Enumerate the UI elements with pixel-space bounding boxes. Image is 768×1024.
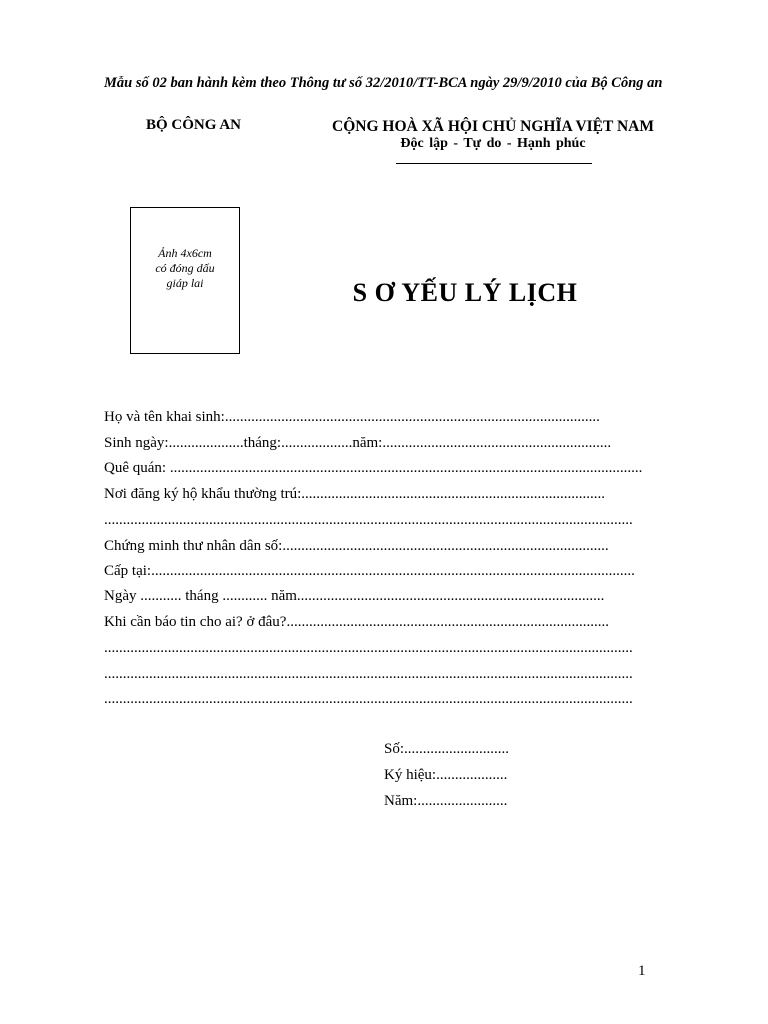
form-field-continuation-line: ............................................................................................................................................. [104, 666, 633, 682]
registry-year: Năm:........................ [384, 793, 508, 809]
form-field-birth-date: Sinh ngày:....................tháng:...................năm:............................................................. [104, 435, 612, 451]
issuing-organization: BỘ CÔNG AN [146, 117, 242, 133]
form-field-permanent-residence: Nơi đăng ký hộ khẩu thường trú:................................................................................. [104, 486, 606, 502]
motto-underline [396, 163, 592, 164]
national-motto: Độc lập - Tự do - Hạnh phúc [400, 136, 586, 151]
form-field-continuation-line: ............................................................................................................................................. [104, 640, 633, 656]
photo-caption-line: Ảnh 4x6cm [158, 246, 212, 260]
form-field-full-name: Họ và tên khai sinh:.................................................................................................... [104, 409, 600, 425]
form-field-hometown: Quê quán: .............................................................................................................................. [104, 460, 643, 476]
form-field-id-number: Chứng minh thư nhân dân số:....................................................................................... [104, 538, 609, 554]
registry-number: Số:............................ [384, 741, 510, 757]
form-field-issue-date: Ngày ........... tháng ............ năm.................................................................................. [104, 588, 605, 604]
form-field-emergency-contact: Khi cần báo tin cho ai? ở đâu?...................................................................................... [104, 614, 609, 630]
photo-caption-line: có đóng dấu [155, 261, 215, 275]
page-number: 1 [638, 963, 646, 979]
form-field-issued-at: Cấp tại:................................................................................................................................. [104, 563, 635, 579]
form-template-note: Mẫu số 02 ban hành kèm theo Thông tư số 32/2010/TT-BCA ngày 29/9/2010 của Bộ Công an [104, 75, 663, 91]
registry-symbol: Ký hiệu:................... [384, 767, 508, 783]
document-title: S Ơ YẾU LÝ LỊCH [352, 278, 578, 307]
form-field-continuation-line: ............................................................................................................................................. [104, 691, 633, 707]
form-field-continuation-line: ............................................................................................................................................. [104, 512, 633, 528]
photo-placeholder [130, 207, 240, 354]
national-name: CỘNG HOÀ XÃ HỘI CHỦ NGHĨA VIỆT NAM [332, 118, 654, 135]
photo-caption-line: giáp lai [166, 276, 204, 290]
